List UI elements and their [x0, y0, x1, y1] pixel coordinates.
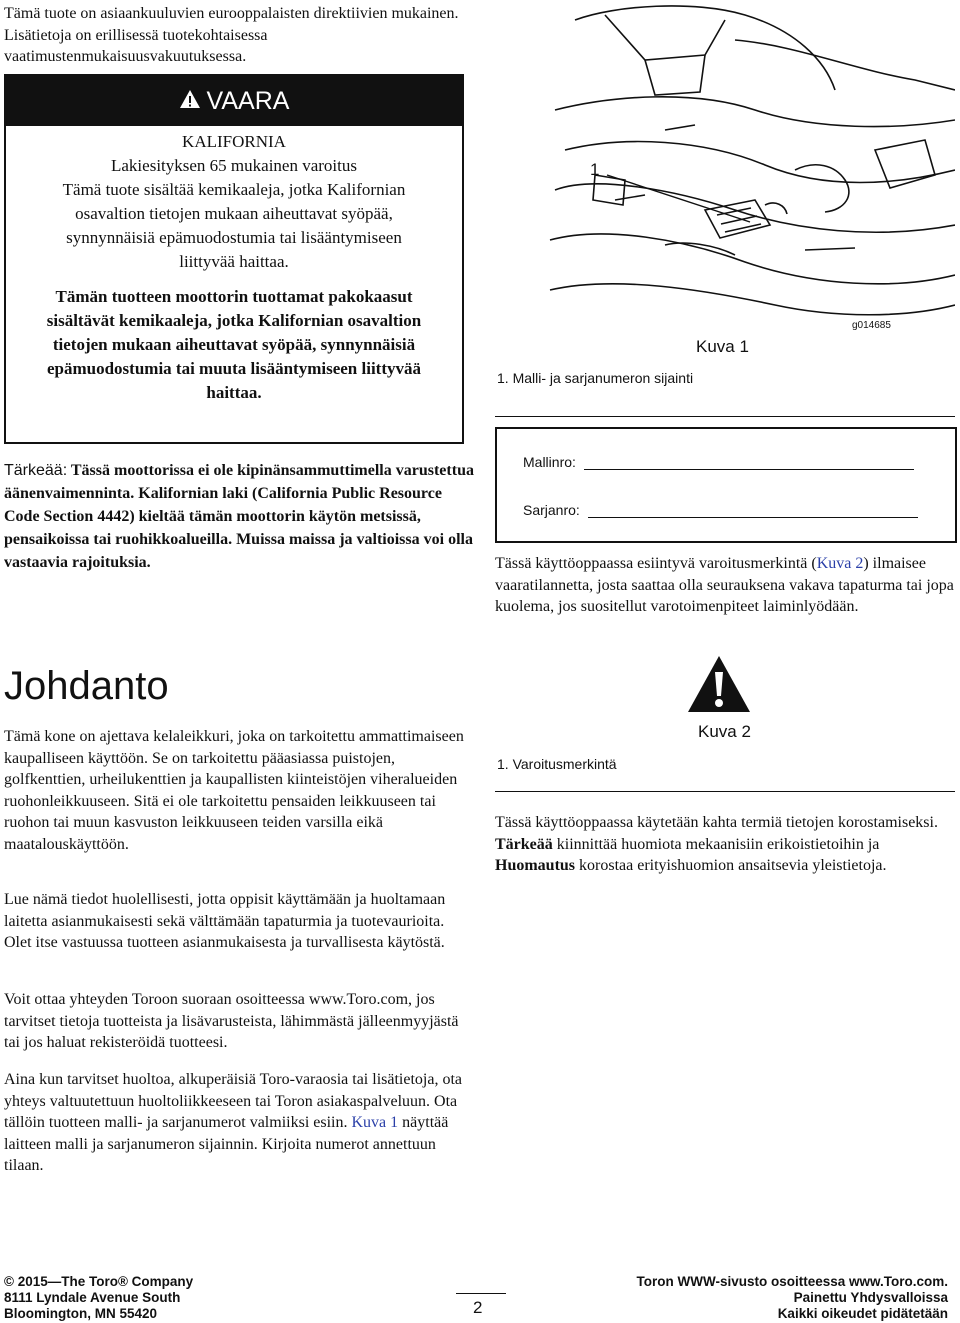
johdanto-paragraph-2: Lue nämä tiedot huolellisesti, jotta oppisit käyttämään ja huoltamaan laitetta asianmukaisesti sekä välttämään tapaturmia ja tuotevaurioita. Olet itse vastuussa tuotteen asianmukaisesta ja turvallisesta käytöstä. — [4, 891, 446, 951]
prop65-warning-box — [4, 74, 464, 444]
term-important: Tärkeää — [495, 835, 553, 853]
footer-address-1: 8111 Lyndale Avenue South — [4, 1290, 181, 1305]
warning-triangle-icon — [179, 87, 201, 116]
footer-printed: Painettu Yhdysvalloissa — [793, 1290, 948, 1305]
figure-1-link[interactable]: Kuva 1 — [351, 1114, 399, 1131]
page-number: 2 — [473, 1298, 483, 1317]
serial-number-line[interactable] — [588, 516, 918, 518]
johdanto-paragraph-3: Voit ottaa yhteyden Toroon suoraan osoitteessa www.Toro.com, jos tarvitset tietoja tuotteista ja lisävarusteista, lähimmästä jälleenmyyjästä tai jos haluat rekisteröidä tuotteesi. — [4, 991, 459, 1051]
terms-text-b: kiinnittää huomiota mekaanisiin erikoistietoihin ja — [556, 835, 880, 853]
model-number-field[interactable] — [523, 454, 914, 470]
conformity-intro: Tämä tuote on asiaankuuluvien eurooppalaisten direktiivien mukainen. Lisätietoja on erillisessä tuotekohtaisessa vaatimustenmukaisuusvakuutuksessa. — [4, 5, 459, 65]
johdanto-p1-text: Tämä kone on ajettava kelaleikkuri, joka on tarkoitettu ammattimaiseen kaupalliseen käyttöön. Se on tarkoitettu pääasiassa puistojen, golfkenttien, urheilukenttien ja kaupallisten kiinteistöjen viheralueiden ruohonleikkuuseen. Sitä ei ole tarkoitettu pensaiden leikkuuseen tai ruohon tai muun kasvuston leikkuuseen teiden varsilla eikä maatalouskäyttöön. — [4, 728, 464, 853]
footer-rights: Kaikki oikeudet pidätetään — [777, 1306, 948, 1321]
safety-symbol-paragraph — [495, 553, 955, 618]
johdanto-paragraph-1 — [4, 726, 474, 855]
figure-1-label: Kuva 1 — [696, 337, 749, 356]
warning-title: VAARA — [206, 86, 290, 115]
johdanto-p4-text-b: näyttää laitteen malli ja sarjanumeron sijainnin. Kirjoita numerot annettuun tilaan. — [4, 1114, 449, 1174]
model-number-label: Mallinro: — [523, 454, 576, 470]
figure-2-link[interactable]: Kuva 2 — [816, 555, 864, 572]
serial-number-field[interactable] — [523, 502, 918, 518]
figure-1-illustration — [495, 0, 955, 370]
footer-right — [637, 1274, 949, 1322]
footer-copyright: © 2015—The Toro® Company — [4, 1274, 194, 1289]
warning-para-2: Tämän tuotteen moottorin tuottamat pakokaasut sisältävät kemikaaleja, jotka Kalifornian osavaltion tietojen mukaan aiheuttavat syöpää, synnynnäisiä epämuodostumia tai muuta lisääntymiseen liittyvää haittaa. — [46, 287, 422, 402]
safety-alert-icon — [686, 654, 752, 719]
footer-web: Toron WWW-sivusto osoitteessa www.Toro.com. — [636, 1274, 948, 1289]
page-number-rule — [456, 1293, 506, 1294]
footer-address-2: Bloomington, MN 55420 — [4, 1306, 158, 1321]
johdanto-p4-text-a: Aina kun tarvitset huoltoa, alkuperäisiä Toro-varaosia tai lisätietoja, ota yhteys valtuutettuun huoltoliikkeeseen tai Toron asiakaspalveluun. Ota tällöin tuotteen malli- ja sarjanumerot valmiiksi esiin. — [4, 1071, 462, 1131]
footer-left — [4, 1274, 193, 1322]
section-title-johdanto: Johdanto — [4, 664, 169, 708]
figure-1-rule — [495, 416, 955, 417]
johdanto-paragraph-4 — [4, 1069, 474, 1177]
figure-1-code: g014685 — [852, 320, 891, 331]
term-note: Huomautus — [495, 857, 576, 874]
figure-2-label: Kuva 2 — [698, 722, 751, 741]
important-label: Tärkeää: — [4, 462, 68, 479]
important-text: Tässä moottorissa ei ole kipinänsammuttimella varustettua äänenvaimenninta. Kalifornian laki (California Public Resource Code Section 4442) kieltää tämän moottorin käytön metsissä, pensaikoissa tai ruohikkoalueilla. Muissa maissa ja valtioissa voi olla vastaavia rajoituksia. — [4, 462, 474, 571]
symbol-text-a: Tässä käyttöoppaassa esiintyvä varoitusmerkintä ( — [495, 555, 817, 572]
model-number-line[interactable] — [584, 468, 914, 470]
figure-1-callout: 1 — [590, 160, 600, 179]
symbol-text-b: ) ilmaisee vaaratilannetta, josta saattaa olla seurauksena vakava tapaturma tai jopa kuolema, jos suositellut varotoimenpiteet laiminlyödään. — [495, 555, 954, 615]
figure-2-caption: 1. Varoitusmerkintä — [497, 756, 617, 772]
warning-para-1: Tämä tuote sisältää kemikaaleja, jotka Kalifornian osavaltion tietojen mukaan aiheuttavat syöpää, synnynnäisiä epämuodostumia tai lisääntymiseen liittyvää haittaa. — [62, 180, 406, 271]
figure-1-caption: 1. Malli- ja sarjanumeron sijainti — [497, 370, 694, 386]
warning-subtitle: Lakiesityksen 65 mukainen varoitus — [111, 156, 357, 175]
warning-header — [6, 76, 462, 126]
terms-text-a: Tässä käyttöoppaassa käytetään kahta termiä tietojen korostamiseksi. — [495, 814, 938, 831]
warning-body — [6, 126, 462, 405]
serial-number-label: Sarjanro: — [523, 502, 580, 518]
warning-state: KALIFORNIA — [182, 132, 286, 151]
figure-2-rule — [495, 791, 955, 792]
serial-number-box — [495, 427, 957, 543]
terms-paragraph — [495, 812, 955, 877]
important-note — [4, 459, 474, 574]
terms-text-c: korostaa erityishuomion ansaitsevia yleistietoja. — [579, 857, 887, 874]
